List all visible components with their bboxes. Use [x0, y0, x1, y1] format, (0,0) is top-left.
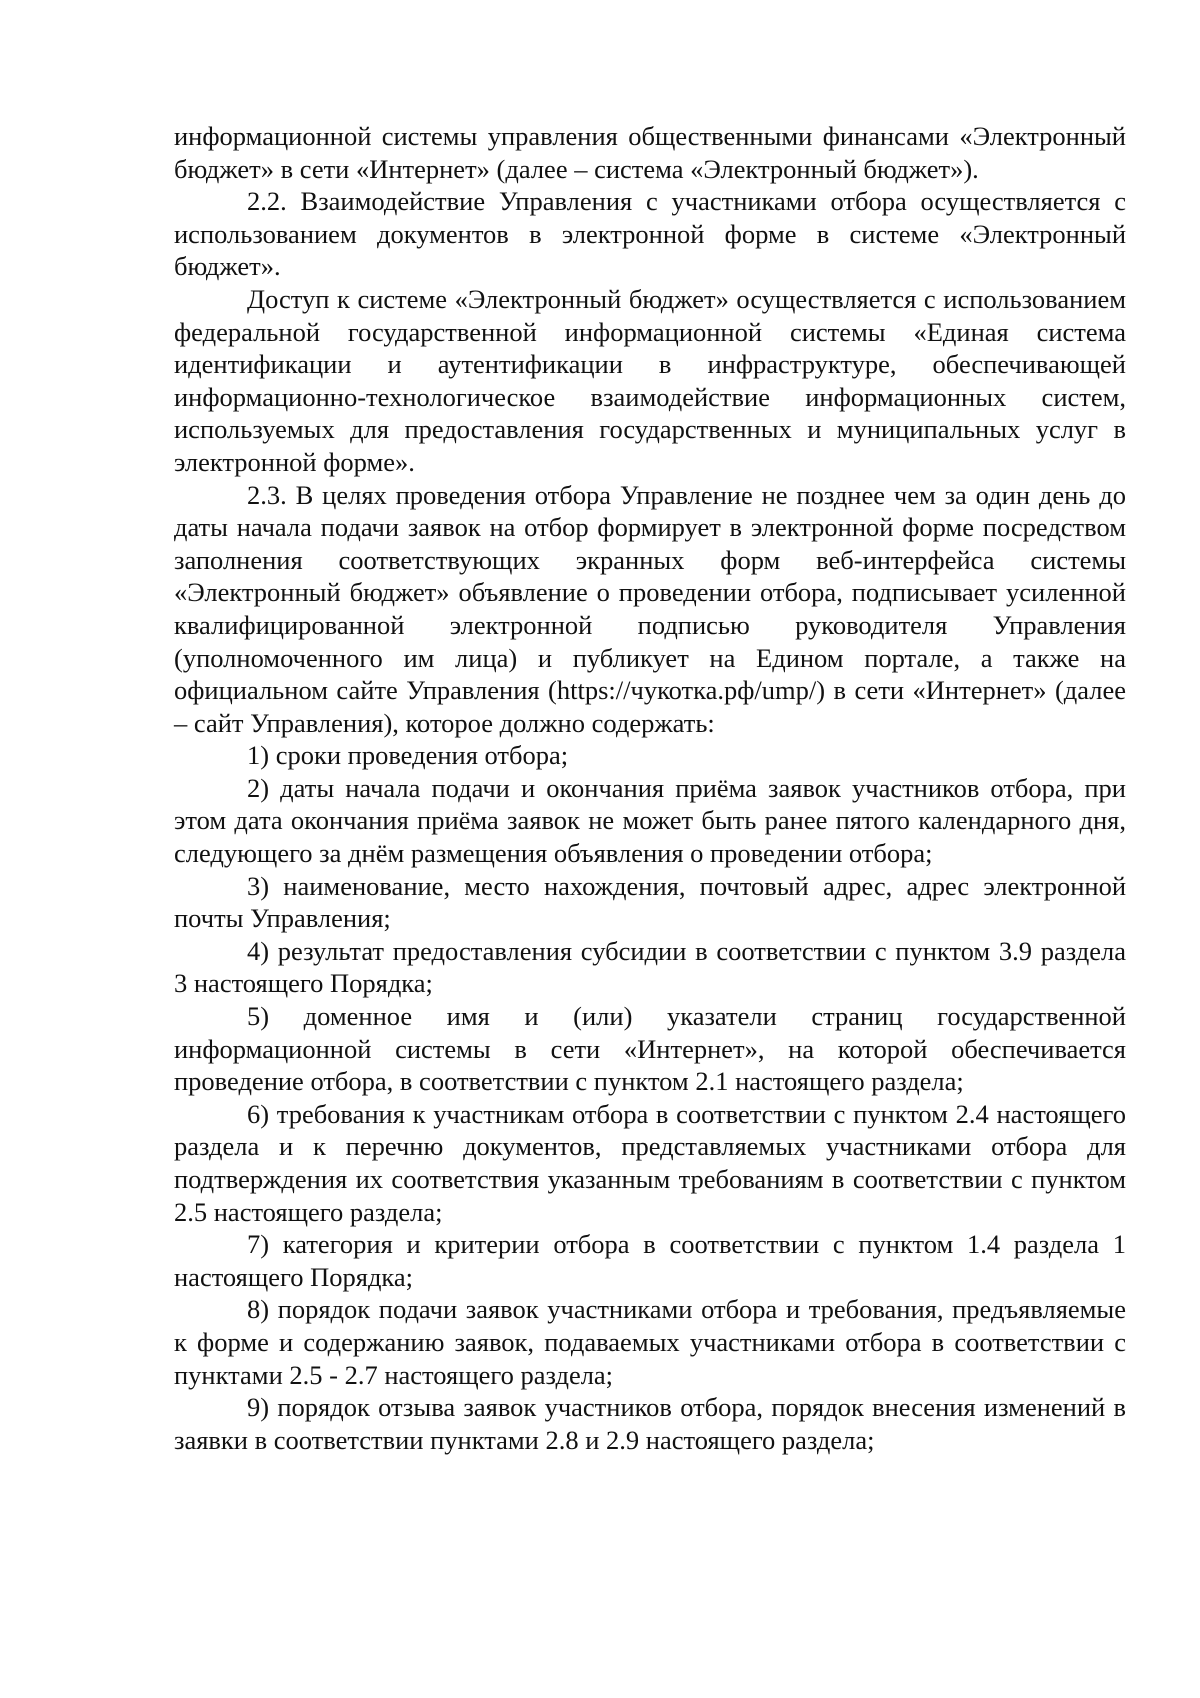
list-item-8: 8) порядок подачи заявок участниками отбора и требования, предъявляемые к форме и содержанию заявок, подаваемых участниками отбора в соответствии с пунктами 2.5 - 2.7 настоящего раздела; — [174, 1294, 1126, 1390]
list-item-4: 4) результат предоставления субсидии в соответствии с пунктом 3.9 раздела 3 настоящего Порядка; — [174, 935, 1126, 999]
paragraph-continuation: информационной системы управления общественными финансами «Электронный бюджет» в сети «Интернет» (далее – система «Электронный бюджет»). — [174, 121, 1126, 184]
list-item-5: 5) доменное имя и (или) указатели страниц государственной информационной системы в сети «Интернет», на которой обеспечивается проведение отбора, в соответствии с пунктом 2.1 настоящего раздела; — [174, 1001, 1126, 1097]
list-item-1: 1) сроки проведения отбора; — [247, 740, 569, 771]
document-body — [174, 120, 1126, 1456]
paragraph-2-3: 2.3. В целях проведения отбора Управление не позднее чем за один день до даты начала подачи заявок на отбор формирует в электронной форме посредством заполнения соответствующих экранных форм веб-интерфейса системы «Электронный бюджет» объявление о проведении отбора, подписывает усиленной квалифицированной электронной подписью руководителя Управления (уполномоченного им лица) и публикует на Едином портале, а также на официальном сайте Управления (https://чукотка.рф/ump/) в сети «Интернет» (далее – сайт Управления), которое должно содержать: — [174, 479, 1126, 738]
list-item-7: 7) категория и критерии отбора в соответствии с пунктом 1.4 раздела 1 настоящего Порядка; — [174, 1229, 1126, 1292]
list-item-9: 9) порядок отзыва заявок участников отбора, порядок внесения изменений в заявки в соответствии пунктами 2.8 и 2.9 настоящего раздела; — [174, 1392, 1126, 1455]
paragraph-2-2: 2.2. Взаимодействие Управления с участниками отбора осуществляется с использованием документов в электронной форме в системе «Электронный бюджет». — [174, 186, 1126, 282]
paragraph-access: Доступ к системе «Электронный бюджет» осуществляется с использованием федеральной государственной информационной системы «Единая система идентификации и аутентификации в инфраструктуре, обеспечивающей информационно-технологическое взаимодействие информационных систем, используемых для предоставления государственных и муниципальных услуг в электронной форме». — [174, 283, 1126, 477]
list-item-2: 2) даты начала подачи и окончания приёма заявок участников отбора, при этом дата окончания приёма заявок не может быть ранее пятого календарного дня, следующего за днём размещения объявления о проведении отбора; — [174, 772, 1126, 869]
list-item-3: 3) наименование, место нахождения, почтовый адрес, адрес электронной почты Управления; — [174, 870, 1126, 934]
list-item-6: 6) требования к участникам отбора в соответствии с пунктом 2.4 настоящего раздела и к перечню документов, представляемых участниками отбора для подтверждения их соответствия указанным требованиям в соответствии с пунктом 2.5 настоящего раздела; — [174, 1098, 1126, 1227]
